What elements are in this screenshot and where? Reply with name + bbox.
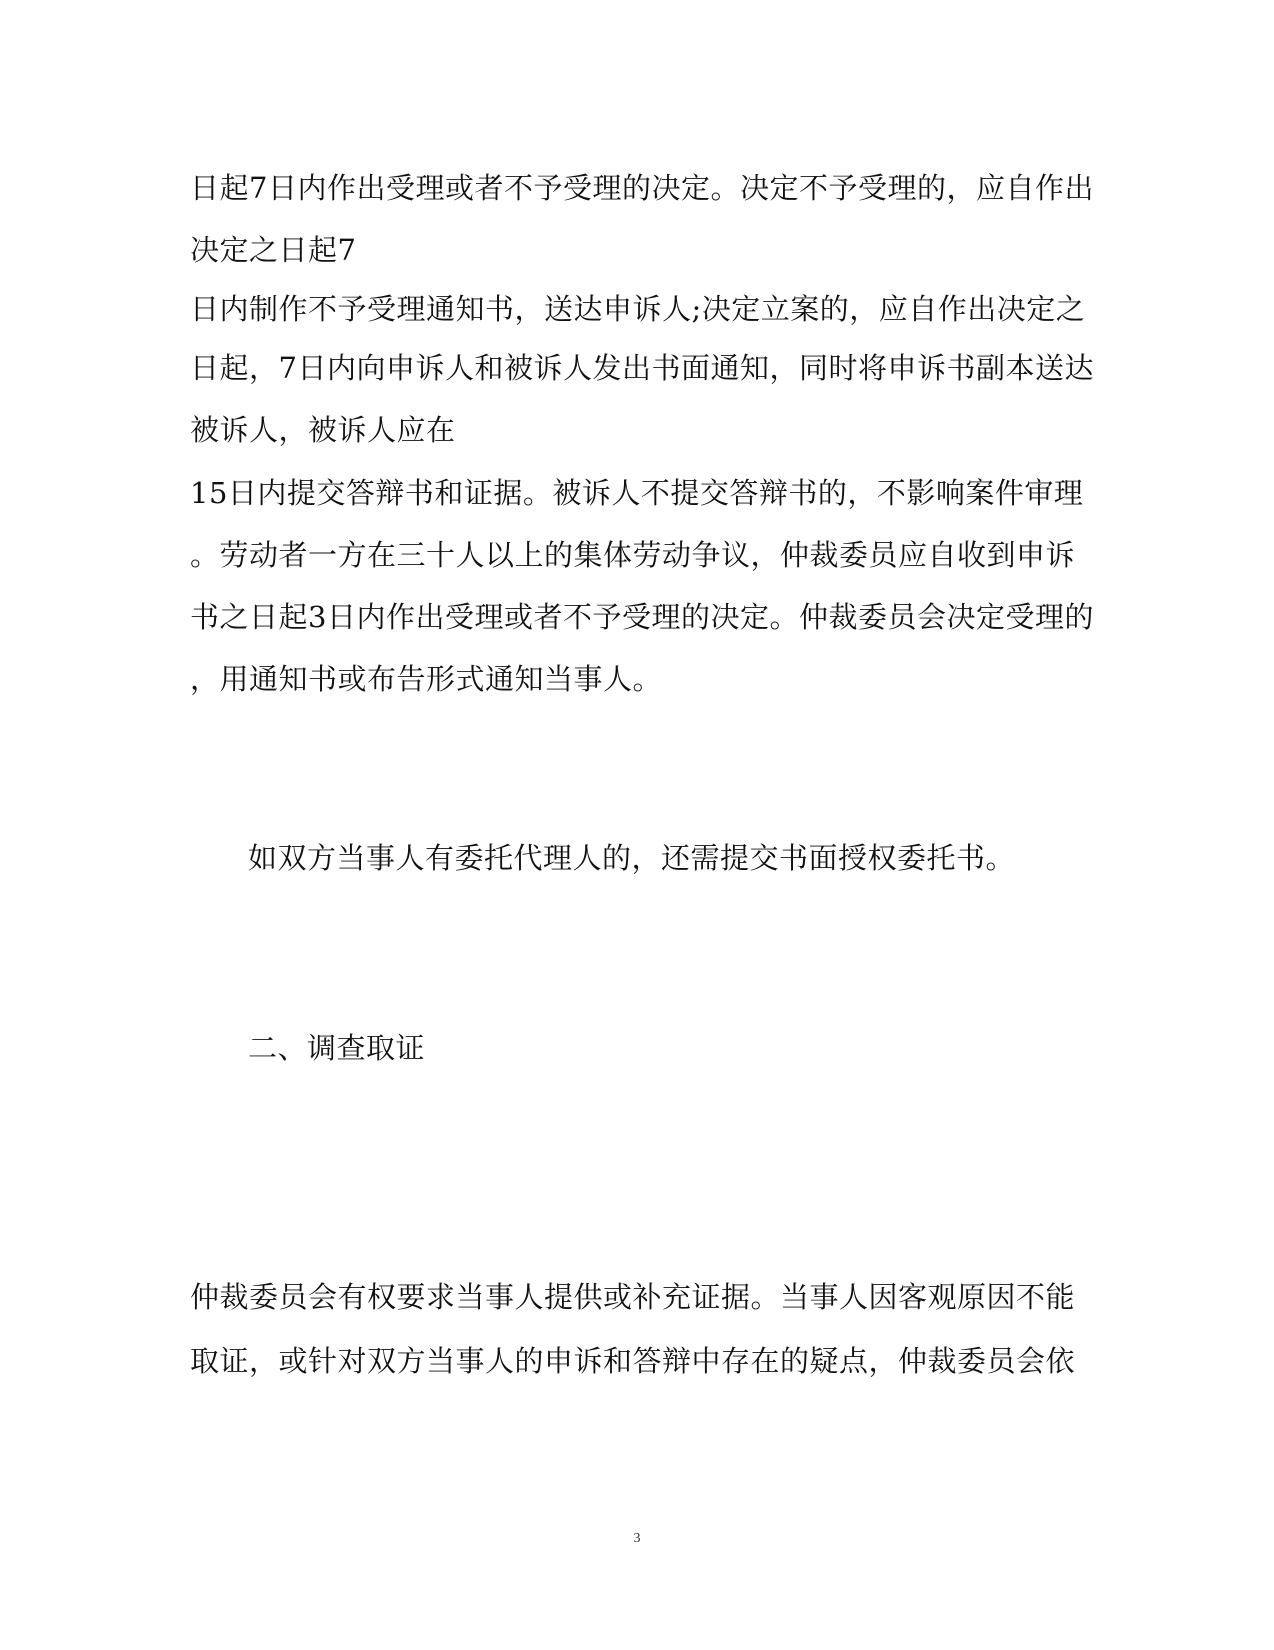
section-heading: 二、调查取证	[248, 1031, 426, 1065]
body-text-line: 取证，或针对双方当事人的申诉和答辩中存在的疑点，仲裁委员会依	[190, 1344, 1076, 1378]
body-paragraph: 如双方当事人有委托代理人的，还需提交书面授权委托书。	[248, 841, 1016, 875]
page-number: 3	[633, 1531, 641, 1546]
body-text-line: 仲裁委员会有权要求当事人提供或补充证据。当事人因客观原因不能	[190, 1280, 1076, 1314]
body-text-line: 决定之日起7	[190, 233, 357, 267]
body-text-line: 。劳动者一方在三十人以上的集体劳动争议，仲裁委员应自收到申诉	[190, 538, 1076, 572]
body-text-line: 日起7日内作出受理或者不予受理的决定。决定不予受理的，应自作出	[190, 171, 1094, 205]
body-text-line: 书之日起3日内作出受理或者不予受理的决定。仲裁委员会决定受理的	[190, 600, 1094, 634]
body-text-line: 15日内提交答辩书和证据。被诉人不提交答辩书的，不影响案件审理	[190, 476, 1084, 510]
body-text-line: 被诉人，被诉人应在	[190, 413, 456, 447]
body-text-line: ，用通知书或布告形式通知当事人。	[190, 662, 663, 696]
body-text-line: 日起，7日内向申诉人和被诉人发出书面通知，同时将申诉书副本送达	[190, 351, 1094, 385]
body-text-line: 日内制作不予受理通知书，送达申诉人;决定立案的，应自作出决定之	[190, 292, 1086, 326]
